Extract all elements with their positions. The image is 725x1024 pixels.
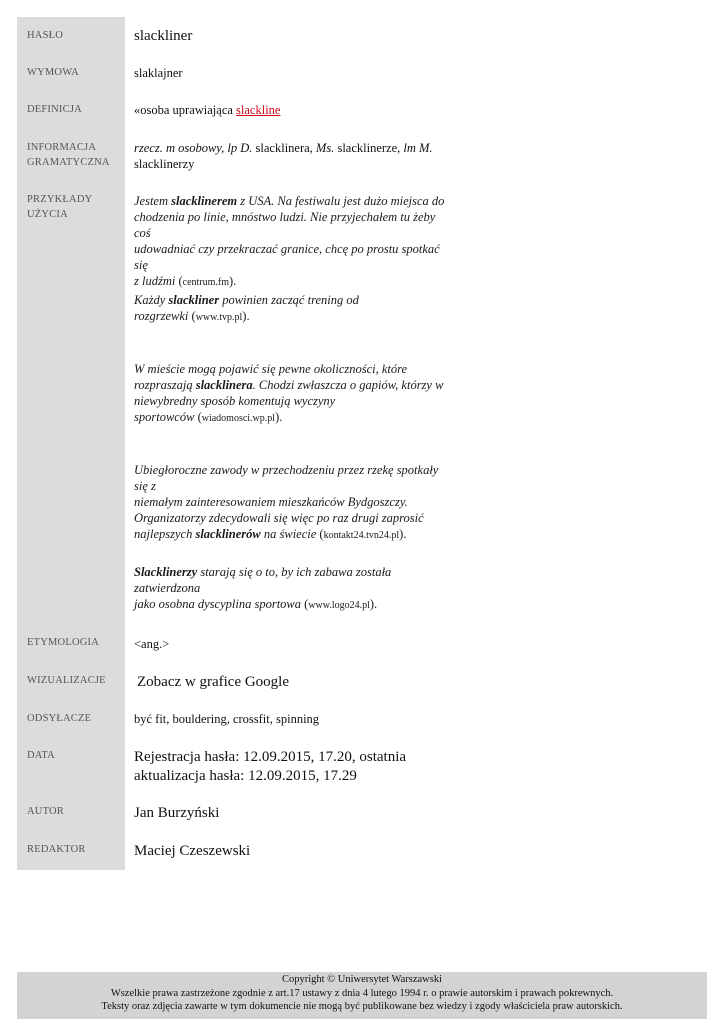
author: Jan Burzyński xyxy=(134,805,220,821)
example-line: chodzenia po linie, mnóstwo ludzi. Nie przyjechałem tu żeby coś xyxy=(134,210,436,240)
label-haslo: HASŁO xyxy=(27,30,64,41)
example-line: Jestem slacklinerem z USA. Na festiwalu jest dużo miejsca do xyxy=(134,194,445,208)
grammar-line-1 xyxy=(134,140,464,156)
label-informacja-line2: GRAMATYCZNA xyxy=(27,157,110,168)
grammar-form: slacklinerze, xyxy=(334,141,404,155)
example-4 xyxy=(134,462,454,544)
label-informacja-line1: INFORMACJA xyxy=(27,142,97,153)
definition xyxy=(134,102,464,118)
grammar-form: slacklinera, xyxy=(252,141,316,155)
example-source: wiadomosci.wp.pl xyxy=(201,413,276,424)
cross-references: być fit, bouldering, crossfit, spinning xyxy=(134,712,320,726)
example-1 xyxy=(134,193,454,291)
label-redaktor: REDAKTOR xyxy=(27,844,86,855)
example-source: www.logo24.pl xyxy=(308,600,370,611)
grammar-part: Ms. xyxy=(315,141,335,155)
dates-line-2: aktualizacja hasła: 12.09.2015, 17.29 xyxy=(134,768,357,784)
definition-text: «osoba uprawiająca xyxy=(134,103,237,117)
grammar-line-2: slacklinerzy xyxy=(134,157,195,171)
example-line: jako osobna dyscyplina sportowa (www.logo24.pl). xyxy=(134,597,378,611)
grammar-part: rzecz. m osobowy, lp D. xyxy=(134,141,253,155)
example-2 xyxy=(134,292,454,326)
example-line: Każdy slackliner powinien zacząć trening od xyxy=(134,293,359,307)
label-data: DATA xyxy=(27,750,55,761)
example-source: centrum.fm xyxy=(182,277,229,288)
label-wymowa: WYMOWA xyxy=(27,67,79,78)
label-etymologia: ETYMOLOGIA xyxy=(27,637,99,648)
example-line: sportowców (wiadomosci.wp.pl). xyxy=(134,410,283,424)
example-line: rozpraszają slacklinera. Chodzi zwłaszcza o gapiów, którzy w xyxy=(134,378,444,392)
example-line: W mieście mogą pojawić się pewne okoliczności, które xyxy=(134,362,408,376)
example-line: udowadniać czy przekraczać granice, chcę po prostu spotkać się xyxy=(134,242,440,272)
copyright-footer xyxy=(17,972,707,1019)
example-line: niemałym zainteresowaniem mieszkańców Bydgoszczy. xyxy=(134,495,408,509)
footer-copyright: Copyright © Uniwersytet Warszawski xyxy=(281,974,443,985)
example-line: Organizatorzy zdecydowali się więc po raz drugi zaprosić xyxy=(134,511,424,525)
label-przyklady-line2: UŻYCIA xyxy=(27,209,68,220)
google-images-link[interactable]: Zobacz w grafice Google xyxy=(137,674,290,690)
headword: slackliner xyxy=(134,28,193,44)
example-line: niewybredny sposób komentują wyczyny xyxy=(134,394,336,408)
example-3 xyxy=(134,361,454,427)
footer-notice: Teksty oraz zdjęcia zawarte w tym dokumencie nie mogą być publikowane bez wiedzy i zgody właściciela praw autorskich. xyxy=(101,1001,623,1012)
example-line: Ubiegłoroczne zawody w przechodzeniu przez rzekę spotkały się z xyxy=(134,463,439,493)
example-line: Slacklinerzy starają się o to, by ich zabawa została zatwierdzona xyxy=(134,565,392,595)
editor: Maciej Czeszewski xyxy=(134,843,251,859)
label-definicja: DEFINICJA xyxy=(27,104,82,115)
label-przyklady-line1: PRZYKŁADY xyxy=(27,194,93,205)
footer-rights: Wszelkie prawa zastrzeżone zgodnie z art.17 ustawy z dnia 4 lutego 1994 r. o prawie autorskim i prawach pokrewnych. xyxy=(110,987,614,999)
definition-link-slackline[interactable]: slackline xyxy=(236,103,281,117)
dates xyxy=(134,748,434,786)
grammar-info xyxy=(134,140,464,172)
label-przyklady xyxy=(27,192,127,222)
pronunciation: slaklajner xyxy=(134,66,183,80)
etymology: <ang.> xyxy=(134,637,170,651)
label-informacja xyxy=(27,140,127,170)
label-autor: AUTOR xyxy=(27,806,64,817)
grammar-part: lm M. xyxy=(403,141,433,155)
dates-line-1: Rejestracja hasła: 12.09.2015, 17.20, ostatnia xyxy=(134,749,407,765)
example-source: kontakt24.tvn24.pl xyxy=(323,530,400,541)
label-odsylacze: ODSYŁACZE xyxy=(27,713,92,724)
example-source: www.tvp.pl xyxy=(195,312,243,323)
label-wizualizacje: WIZUALIZACJE xyxy=(27,675,106,686)
example-5 xyxy=(134,564,454,614)
example-line: rozgrzewki (www.tvp.pl). xyxy=(134,309,250,323)
example-line: z ludźmi (centrum.fm). xyxy=(134,274,237,288)
example-line: najlepszych slacklinerów na świecie (kontakt24.tvn24.pl). xyxy=(134,527,407,541)
